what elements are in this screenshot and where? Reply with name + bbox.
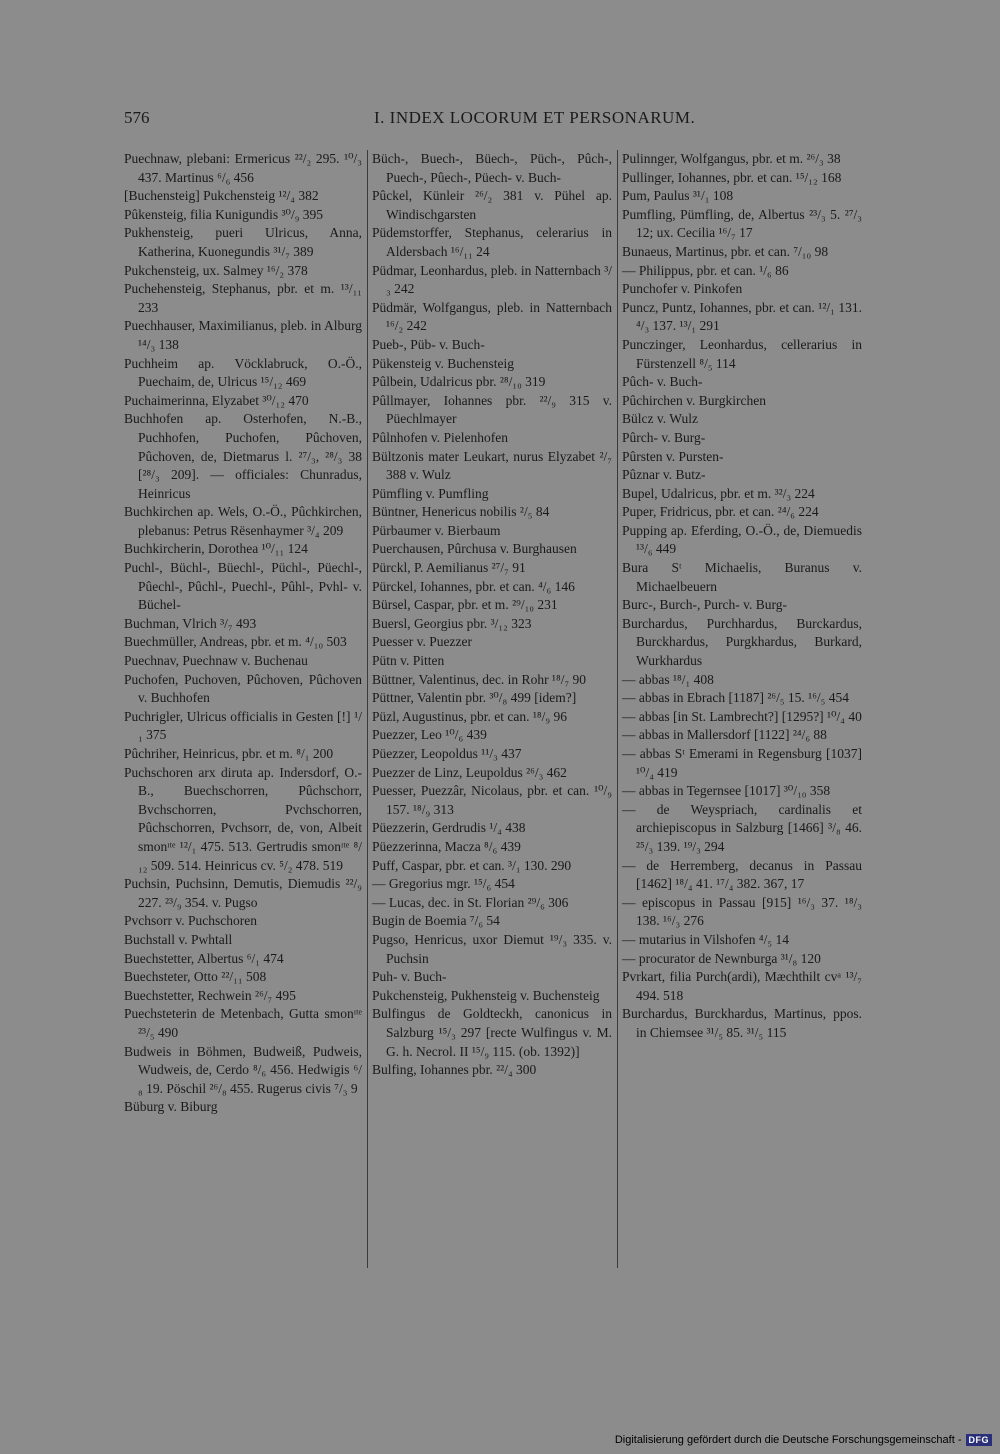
index-entry: Puchrigler, Ulricus officialis in Gesten [!] ¹/₁ 375: [124, 708, 362, 743]
index-entry: Pûckel, Künleir ²⁶/₂ 381 v. Pühel ap. Windischgarsten: [372, 188, 612, 222]
index-entry: Pûchirchen v. Burgkirchen: [622, 392, 766, 408]
index-entry: Puh- v. Buch-: [372, 969, 447, 985]
index-entry: Buersl, Georgius pbr. ³/₁₂ 323: [372, 615, 532, 631]
index-entry: — episcopus in Passau [915] ¹⁶/₃ 37. ¹⁸/₃ 138. ¹⁶/₃ 276: [622, 894, 862, 929]
index-entry: Buchhofen ap. Osterhofen, N.-B., Puchhofen, Puchofen, Pûchoven, Pûchoven, de, Dietmarus l. ²⁷/₃, ²⁸/₃ 38 [²⁸/₃ 209]. — officiales: Chunradus, Heinricus: [124, 411, 362, 501]
index-entry: Pûrch- v. Burg-: [622, 429, 706, 445]
footer-text: Digitalisierung gefördert durch die Deutsche Forschungsgemeinschaft -: [614, 1434, 962, 1446]
index-entry: Pvchsorr v. Puchschoren: [124, 913, 257, 929]
index-entry: Pukhensteig, pueri Ulricus, Anna, Katherina, Kuonegundis ³¹/₇ 389: [124, 225, 362, 259]
index-entry: Pûkensteig, filia Kunigundis ³⁰/₉ 395: [124, 206, 324, 222]
index-entry: Pûch- v. Buch-: [622, 374, 703, 390]
index-entry: Püdemstorffer, Stephanus, celerarius in Aldersbach ¹⁶/₁₁ 24: [372, 225, 612, 259]
index-entry: Puesser v. Puezzer: [372, 634, 472, 650]
index-entry: Bunaeus, Martinus, pbr. et can. ⁷/₁₀ 98: [622, 243, 829, 259]
column-divider: [617, 150, 618, 1268]
column-divider: [367, 150, 368, 1268]
index-entry: Büttner, Valentinus, dec. in Rohr ¹⁸/₇ 90: [372, 671, 587, 687]
index-entry: Buchkirchen ap. Wels, O.-Ö., Pûchkirchen, plebanus: Petrus Rësenhaymer ³/₄ 209: [124, 504, 362, 538]
index-entry: — abbas [in St. Lambrecht?] [1295?] ¹⁰/₄ 40: [622, 708, 862, 724]
index-entry: — de Herremberg, decanus in Passau [1462] ¹⁸/₄ 41. ¹⁷/₄ 382. 367, 17: [622, 857, 862, 892]
index-entry: Burchardus, Purchhardus, Burckardus, Burckhardus, Purgkhardus, Burkard, Wurkhardus: [622, 615, 862, 669]
index-entry: Puechnaw, plebani: Ermericus ²²/₂ 295. ¹⁰/₃ 437. Martinus ⁶/₆ 456: [124, 151, 362, 185]
index-entry: Pûznar v. Butz-: [622, 467, 706, 483]
index-entry: [Buchensteig] Pukchensteig ¹²/₄ 382: [124, 188, 319, 204]
index-entry: Puechhauser, Maximilianus, pleb. in Alburg ¹⁴/₃ 138: [124, 318, 362, 352]
index-entry: Pullinger, Iohannes, pbr. et can. ¹⁵/₁₂ 168: [622, 169, 842, 185]
index-entry: Bürsel, Caspar, pbr. et m. ²⁹/₁₀ 231: [372, 597, 558, 613]
index-entry: Burchardus, Burckhardus, Martinus, ppos. in Chiemsee ³¹/₅ 85. ³¹/₅ 115: [622, 1006, 862, 1040]
index-entry: Puchehensteig, Stephanus, pbr. et m. ¹³/₁₁ 233: [124, 281, 362, 315]
index-entry: Pûllmayer, Iohannes pbr. ²²/₉ 315 v. Püechlmayer: [372, 392, 612, 427]
index-entry: Pürckel, Iohannes, pbr. et can. ⁴/₆ 146: [372, 578, 575, 594]
page-header: [124, 108, 864, 138]
page-number: 576: [124, 108, 150, 127]
index-entry: Püdmär, Wolfgangus, pleb. in Natternbach ¹⁶/₂ 242: [372, 299, 612, 334]
index-entry: Büch-, Buech-, Büech-, Püch-, Pûch-, Puech-, Pûech-, Püech- v. Buch-: [372, 151, 612, 185]
index-entry: — de Weyspriach, cardinalis et archiepiscopus in Salzburg [1466] ³/₈ 46. ²⁵/₃ 139. ¹⁹/₃ 294: [622, 801, 862, 854]
index-entry: Buechmüller, Andreas, pbr. et m. ⁴/₁₀ 503: [124, 634, 347, 650]
index-entry: Buchman, Vlrich ³/₇ 493: [124, 615, 257, 631]
index-entry: Pürbaumer v. Bierbaum: [372, 522, 501, 538]
index-entry: Bugin de Boemia ⁷/₆ 54: [372, 913, 500, 929]
index-entry: — Gregorius mgr. ¹⁵/₆ 454: [372, 876, 515, 892]
index-entry: Pugso, Henricus, uxor Diemut ¹⁹/₃ 335. v. Puchsin: [372, 931, 612, 966]
dfg-logo: DFG: [966, 1434, 993, 1446]
index-entry: Puchofen, Puchoven, Pûchoven, Pûchoven v. Buchhofen: [124, 671, 362, 706]
index-entry: Puff, Caspar, pbr. et can. ³/₁ 130. 290: [372, 857, 572, 873]
index-entry: Bupel, Udalricus, pbr. et m. ³²/₃ 224: [622, 485, 815, 501]
index-entry: Bulfingus de Goldteckh, canonicus in Salzburg ¹⁵/₃ 297 [recte Wulfingus v. M. G. h. Necrol. II ¹⁵/₉ 115. (ob. 1392)]: [372, 1006, 612, 1059]
index-entry: Puchheim ap. Vöcklabruck, O.-Ö., Puechaim, de, Ulricus ¹⁵/₁₂ 469: [124, 355, 362, 390]
index-entry: Puper, Fridricus, pbr. et can. ²⁴/₆ 224: [622, 504, 819, 520]
index-entry: Budweis in Böhmen, Budweiß, Pudweis, Wudweis, de, Cerdo ⁸/₆ 456. Hedwigis ⁶/₈ 19. Pöschil ²⁶/₈ 455. Rugerus civis ⁷/₃ 9: [124, 1043, 362, 1096]
running-title: I. INDEX LOCORUM ET PERSONARUM.: [374, 108, 696, 127]
index-column-left: [124, 150, 362, 1117]
index-entry: Bura Sᵗ Michaelis, Buranus v. Michaelbeuern: [622, 560, 862, 594]
index-entry: Puechnav, Puechnaw v. Buchenau: [124, 653, 308, 669]
index-column-right: [622, 150, 862, 1043]
index-entry: Püzl, Augustinus, pbr. et can. ¹⁸/₉ 96: [372, 708, 567, 724]
index-entry: Pürckl, P. Aemilianus ²⁷/₇ 91: [372, 560, 526, 576]
index-entry: Puezzer de Linz, Leupoldus ²⁶/₃ 462: [372, 764, 567, 780]
index-entry: Pûchriher, Heinricus, pbr. et m. ⁸/₁ 200: [124, 746, 334, 761]
index-entry: Bulfing, Iohannes pbr. ²²/₄ 300: [372, 1062, 537, 1078]
index-entry: Pum, Paulus ³¹/₁ 108: [622, 188, 734, 204]
index-entry: Püdmar, Leonhardus, pleb. in Natternbach ³/₃ 242: [372, 262, 612, 297]
index-entry: Puncz, Puntz, Iohannes, pbr. et can. ¹²/₁ 131. ⁴/₃ 137. ¹³/₁ 291: [622, 299, 862, 334]
index-entry: Puerchausen, Pûrchusa v. Burghausen: [372, 541, 577, 557]
index-entry: Püezzer, Leopoldus ¹¹/₃ 437: [372, 746, 522, 761]
index-entry: Buechstetter, Albertus ⁶/₁ 474: [124, 950, 284, 966]
index-entry: Puesser, Puezzâr, Nicolaus, pbr. et can. ¹⁰/₉ 157. ¹⁸/₉ 313: [372, 783, 612, 817]
index-entry: Pûrsten v. Pursten-: [622, 448, 724, 464]
index-entry: Büntner, Henericus nobilis ²/₅ 84: [372, 504, 550, 520]
index-entry: Buchkircherin, Dorothea ¹⁰/₁₁ 124: [124, 541, 308, 557]
index-entry: Büburg v. Biburg: [124, 1099, 218, 1115]
index-entry: Pukchensteig, ux. Salmey ¹⁶/₂ 378: [124, 262, 308, 278]
index-entry: Puchsin, Puchsinn, Demutis, Diemudis ²²/₉ 227. ²³/₉ 354. v. Pugso: [124, 876, 362, 910]
index-entry: — abbas ¹⁸/₁ 408: [622, 671, 714, 687]
index-entry: Buechstetter, Rechwein ²⁶/₇ 495: [124, 987, 296, 1003]
index-entry: Pükensteig v. Buchensteig: [372, 355, 514, 371]
index-entry: Bülcz v. Wulz: [622, 411, 698, 427]
index-entry: Pukchensteig, Pukhensteig v. Buchensteig: [372, 987, 600, 1003]
index-entry: — procurator de Newnburga ³¹/₈ 120: [622, 950, 821, 966]
index-entry: Pümfling v. Pumfling: [372, 485, 489, 501]
index-entry: Puezzer, Leo ¹⁰/₆ 439: [372, 727, 487, 743]
index-entry: Pumfling, Pümfling, de, Albertus ²³/₃ 5. ²⁷/₃ 12; ux. Cecilia ¹⁶/₇ 17: [622, 206, 862, 241]
index-entry: Pupping ap. Eferding, O.-Ö., de, Diemuedis ¹³/₆ 449: [622, 522, 862, 557]
index-entry: Puchl-, Büchl-, Büechl-, Püchl-, Püechl-, Pûechl-, Pûchl-, Puechl-, Pûhl-, Pvhl- v. Büchel-: [124, 560, 362, 613]
index-entry: — abbas in Ebrach [1187] ²⁶/₅ 15. ¹⁶/₅ 454: [622, 690, 850, 706]
index-entry: Püezzerin, Gerdrudis ¹/₄ 438: [372, 820, 526, 836]
index-entry: — Philippus, pbr. et can. ¹/₆ 86: [622, 262, 789, 278]
index-entry: Punczinger, Leonhardus, cellerarius in Fürstenzell ⁸/₅ 114: [622, 336, 862, 371]
index-entry: — Lucas, dec. in St. Florian ²⁹/₆ 306: [372, 894, 569, 910]
index-entry: Burc-, Burch-, Purch- v. Burg-: [622, 597, 787, 613]
index-entry: — abbas in Tegernsee [1017] ³⁰/₁₀ 358: [622, 783, 831, 799]
index-entry: Puchaimerinna, Elyzabet ³⁰/₁₂ 470: [124, 392, 309, 408]
index-entry: — mutarius in Vilshofen ⁴/₅ 14: [622, 931, 789, 947]
index-entry: — abbas Sᵗ Emerami in Regensburg [1037] ¹⁰/₄ 419: [622, 746, 862, 780]
index-entry: Püezzerinna, Macza ⁸/₆ 439: [372, 838, 521, 854]
index-entry: Buechsteter, Otto ²²/₁₁ 508: [124, 969, 267, 985]
index-column-middle: [372, 150, 612, 1080]
index-entry: Buchstall v. Pwhtall: [124, 931, 233, 947]
index-entry: Pûlnhofen v. Pielenhofen: [372, 429, 508, 445]
index-entry: — abbas in Mallersdorf [1122] ²⁴/₆ 88: [622, 727, 827, 743]
index-entry: Punchofer v. Pinkofen: [622, 281, 743, 297]
index-entry: Pvrkart, filia Purch(ardi), Mæchthilt cvᵃ ¹³/₇ 494. 518: [622, 969, 862, 1003]
index-entry: Püttner, Valentin pbr. ³⁰/₈ 499 [idem?]: [372, 690, 577, 706]
index-entry: Puchschoren arx diruta ap. Indersdorf, O.-B., Buechschorren, Pûchschorr, Bvchschorren, Pvchschorren, Pûchschorren, Pvchsorr, de, von, Albeit smonᶦᵗᵉ ¹²/₁ 475. 513. Gertrudis smonᶦᵗᵉ ⁸/₁₂ 509. 514. Heinricus cv. ⁵/₂ 478. 519: [124, 764, 362, 873]
footer: [615, 1432, 992, 1448]
index-entry: Puechsteterin de Metenbach, Gutta smonᶦᵗᵉ ²³/₅ 490: [124, 1006, 362, 1040]
index-entry: Pûlbein, Udalricus pbr. ²⁸/₁₀ 319: [372, 374, 546, 390]
index-entry: Pulinnger, Wolfgangus, pbr. et m. ²⁶/₃ 38: [622, 151, 841, 166]
index-entry: Bültzonis mater Leukart, nurus Elyzabet ²/₇ 388 v. Wulz: [372, 448, 612, 483]
index-entry: Pueb-, Püb- v. Buch-: [372, 336, 485, 352]
index-entry: Pütn v. Pitten: [372, 653, 445, 669]
